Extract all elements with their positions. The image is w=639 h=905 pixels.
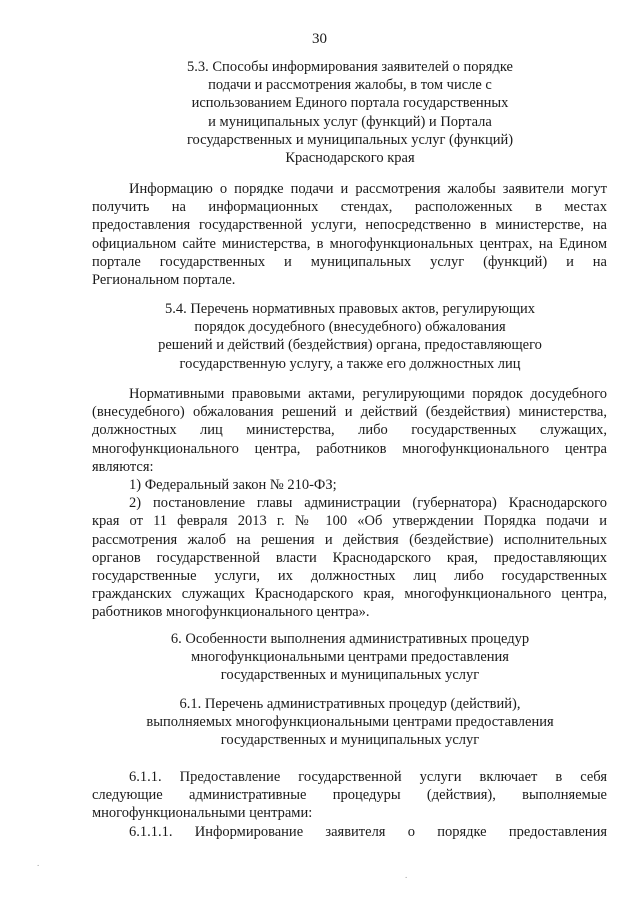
section-6-1-1-paragraph	[92, 768, 607, 841]
section-6-heading	[60, 630, 639, 685]
paragraph-line: 6.1.1.1. Информирование заявителя о порядке предоставления	[129, 823, 607, 840]
paragraph-line: Информацию о порядке подачи и рассмотрения жалобы заявители могут	[129, 181, 607, 197]
section-6-1-heading	[60, 695, 639, 750]
heading-line: подачи и рассмотрения жалобы, в том числе с	[208, 77, 492, 94]
paragraph-line: края от 11 февраля 2013 г. № 100 «Об утверждении Порядка подачи и	[92, 513, 607, 530]
section-5-4-heading	[60, 300, 639, 373]
scan-speck: .	[37, 858, 40, 868]
scan-speck: .	[405, 870, 408, 880]
paragraph-line: получить на информационных стендах, расположенных в местах	[92, 199, 607, 216]
heading-line: государственных и муниципальных услуг	[220, 732, 480, 749]
paragraph-line: должностных лиц министерства, либо государственных служащих,	[92, 422, 607, 439]
list-item-1: 1) Федеральный закон № 210-ФЗ;	[129, 477, 337, 494]
heading-line: 5.3. Способы информирования заявителей о порядке	[187, 59, 513, 75]
paragraph-line: многофункционального центра, работников многофункционального центра	[92, 440, 607, 457]
paragraph-line: являются:	[92, 458, 154, 475]
heading-line: выполняемых многофункциональными центрами предоставления	[146, 714, 554, 731]
paragraph-line: государственные услуги, их должностных лиц либо государственных	[92, 568, 607, 585]
paragraph-line: 2) постановление главы администрации (губернатора) Краснодарского	[129, 495, 607, 512]
paragraph-line: работников многофункционального центра».	[92, 604, 370, 621]
heading-line: использованием Единого портала государственных	[191, 95, 509, 112]
heading-line: 6.1. Перечень административных процедур (действий),	[179, 696, 521, 712]
heading-line: Краснодарского края	[285, 150, 415, 167]
heading-line: государственных и муниципальных услуг	[220, 667, 480, 684]
heading-line: 6. Особенности выполнения административных процедур	[170, 631, 530, 647]
paragraph-line: предоставления государственной услуги, непосредственно в министерстве, на	[92, 217, 607, 234]
heading-line: решений и действий (бездействия) органа, предоставляющего	[158, 337, 542, 354]
paragraph-line: многофункциональными центрами:	[92, 805, 313, 822]
paragraph-line: Региональном портале.	[92, 272, 236, 289]
section-5-4-intro	[92, 385, 607, 622]
heading-line: порядок досудебного (внесудебного) обжалования	[194, 319, 506, 336]
paragraph-line: портале государственных и муниципальных услуг (функций) и на	[92, 253, 607, 270]
section-5-3-heading	[60, 58, 639, 167]
heading-line: и муниципальных услуг (функций) и Портала	[208, 113, 492, 130]
page-number: 30	[312, 31, 327, 47]
paragraph-line: следующие административные процедуры (действия), выполняемые	[92, 787, 607, 804]
paragraph-line: 6.1.1. Предоставление государственной услуги включает в себя	[129, 769, 607, 785]
paragraph-line: рассмотрения жалоб на решения и действия (бездействие) исполнительных	[92, 531, 607, 548]
heading-line: государственных и муниципальных услуг (функций)	[186, 131, 514, 148]
heading-line: многофункциональными центрами предоставления	[191, 649, 509, 666]
paragraph-line: официальном сайте министерства, в многофункциональных центрах, на Едином	[92, 235, 607, 252]
paragraph-line: гражданских служащих Краснодарского края, многофункционального центра,	[92, 586, 607, 603]
paragraph-line: органов государственной власти Краснодарского края, предоставляющих	[92, 549, 607, 566]
heading-line: 5.4. Перечень нормативных правовых актов, регулирующих	[164, 301, 536, 317]
section-5-3-paragraph	[92, 180, 607, 289]
paragraph-line: Нормативными правовыми актами, регулирующими порядок досудебного	[129, 386, 607, 402]
paragraph-line: (внесудебного) обжалования решений и действий (бездействия) министерства,	[92, 404, 607, 421]
heading-line: государственную услугу, а также его должностных лиц	[179, 355, 521, 372]
